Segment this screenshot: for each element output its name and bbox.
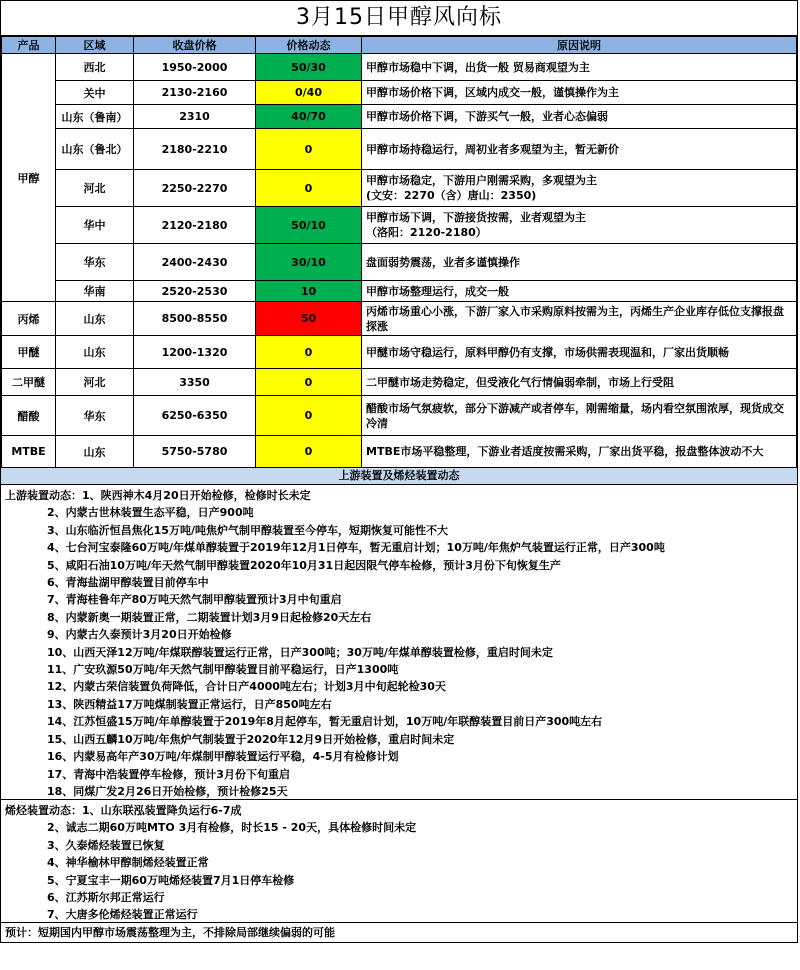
upstream-item: 10、山西天泽12万吨/年煤联醇装置运行正常，日产300吨；30万吨/年煤单醇装置检修，重启时间未定: [47, 645, 553, 659]
product-cell: MTBE: [2, 436, 56, 468]
region-cell: 山东: [56, 436, 134, 468]
upstream-item: 8、内蒙新奥一期装置正常，二期装置计划3月9日起检修20天左右: [47, 610, 372, 624]
reason-cell: [362, 81, 797, 105]
close-price-cell: 3350: [134, 369, 256, 396]
upstream-item: 7、青海桂鲁年产80万吨天然气制甲醇装置预计3月中旬重启: [47, 593, 342, 607]
price-change-cell: 0: [256, 336, 362, 369]
close-price-cell: 5750-5780: [134, 436, 256, 468]
region-cell: 西北: [56, 54, 134, 81]
product-cell: 甲醇: [2, 54, 56, 302]
region-cell: 关中: [56, 81, 134, 105]
table-row: [2, 436, 797, 468]
upstream-item: 2、内蒙古世林装置生态平稳，日产900吨: [47, 506, 254, 520]
price-change-cell: 30/10: [256, 244, 362, 281]
olefin-item: 烯烃装置动态：1、山东联泓装置降负运行6-7成: [5, 804, 242, 817]
table-row: [2, 170, 797, 207]
reason-text: 甲醚市场守稳运行，原料甲醇仍有支撑，市场供需表现温和，厂家出货顺畅: [366, 345, 729, 359]
table-row: [2, 54, 797, 81]
reason-cell: [362, 436, 797, 468]
price-table: [1, 36, 797, 468]
table-row: [2, 396, 797, 436]
price-change-cell: 0: [256, 436, 362, 468]
close-price-cell: 6250-6350: [134, 396, 256, 436]
table-row: [2, 336, 797, 369]
close-price-cell: 2120-2180: [134, 207, 256, 244]
region-cell: 河北: [56, 369, 134, 396]
reason-text: 甲醇市场稳中下调，出货一般 贸易商观望为主: [366, 60, 590, 74]
table-row: [2, 369, 797, 396]
reason-cell: [362, 105, 797, 129]
region-cell: 河北: [56, 170, 134, 207]
reason-text: 甲醇市场价格下调，区域内成交一般，谨慎操作为主: [366, 86, 619, 99]
upstream-item: 3、山东临沂恒昌焦化15万吨/吨焦炉气制甲醇装置至今停车，短期恢复可能性不大: [47, 523, 448, 537]
close-price-cell: 2310: [134, 105, 256, 129]
upstream-item: 13、陕西精益17万吨煤制装置正常运行，日产850吨左右: [47, 697, 332, 711]
upstream-item: 12、内蒙古荣信装置负荷降低，合计日产4000吨左右；计划3月中旬起轮检30天: [47, 680, 446, 694]
reason-cell: [362, 281, 797, 302]
table-row: [2, 281, 797, 302]
reason-cell: [362, 369, 797, 396]
upstream-item: 18、同煤广发2月26日开始检修，预计检修25天: [47, 784, 288, 798]
upstream-item: 6、青海盐湖甲醇装置目前停车中: [47, 576, 209, 590]
price-change-cell: 40/70: [256, 105, 362, 129]
olefin-item: 7、大唐多伦烯烃装置正常运行: [47, 908, 198, 922]
region-cell: 华中: [56, 207, 134, 244]
reason-text: 甲醇市场持稳运行，周初业者多观望为主，暂无新价: [366, 142, 619, 156]
table-row: [2, 244, 797, 281]
header-price-change: 价格动态: [256, 37, 362, 54]
reason-note: (文安：2270（含）唐山：2350): [366, 189, 537, 202]
upstream-item: 4、七台河宝泰隆60万吨/年煤单醇装置于2019年12月1日停车，暂无重启计划；10万吨/年焦炉气装置运行正常，日产300吨: [47, 541, 665, 555]
close-price-cell: 1200-1320: [134, 336, 256, 369]
reason-cell: [362, 54, 797, 81]
close-price-cell: 1950-2000: [134, 54, 256, 81]
reason-text: 丙烯市场重心小涨，下游厂家入市采购原料按需为主，丙烯生产企业库存低位支撑报盘探涨: [366, 304, 784, 333]
close-price-cell: 2130-2160: [134, 81, 256, 105]
product-cell: 甲醚: [2, 336, 56, 369]
forecast-text: 预计：短期国内甲醇市场震荡整理为主，不排除局部继续偏弱的可能: [5, 926, 335, 939]
header-reason: 原因说明: [362, 37, 797, 54]
region-cell: 华南: [56, 281, 134, 302]
price-change-cell: 0: [256, 369, 362, 396]
olefin-item: 5、宁夏宝丰一期60万吨烯烃装置7月1日停车检修: [47, 873, 295, 887]
price-change-cell: 50/30: [256, 54, 362, 81]
product-cell: 醋酸: [2, 396, 56, 436]
olefin-dynamics: [1, 800, 797, 923]
olefin-item: 2、诚志二期60万吨MTO 3月有检修，时长15 - 20天，具体检修时间未定: [47, 821, 417, 835]
page-title: 3月15日甲醇风向标: [1, 1, 797, 36]
product-cell: 二甲醚: [2, 369, 56, 396]
price-change-cell: 0: [256, 170, 362, 207]
price-change-cell: 10: [256, 281, 362, 302]
reason-cell: [362, 244, 797, 281]
reason-text: 甲醇市场稳定，下游用户刚需采购，多观望为主: [366, 174, 597, 187]
reason-text: 二甲醚市场走势稳定，但受液化气行情偏弱牵制，市场上行受阻: [366, 375, 674, 389]
reason-text: 甲醇市场整理运行，成交一般: [366, 284, 509, 298]
header-close-price: 收盘价格: [134, 37, 256, 54]
upstream-item: 17、青海中浩装置停车检修，预计3月份下旬重启: [47, 767, 290, 781]
table-row: [2, 81, 797, 105]
reason-cell: [362, 170, 797, 207]
region-cell: 山东: [56, 302, 134, 336]
upstream-item: 16、内蒙易高年产30万吨/年煤制甲醇装置运行平稳，4-5月有检修计划: [47, 750, 399, 764]
reason-cell: [362, 129, 797, 170]
upstream-item: 5、咸阳石油10万吨/年天然气制甲醇装置2020年10月31日起因限气停车检修，预计3月份下旬恢复生产: [47, 558, 561, 572]
reason-text: 甲醇市场价格下调，下游买气一般，业者心态偏弱: [366, 110, 608, 123]
close-price-cell: 8500-8550: [134, 302, 256, 336]
upstream-item: 14、江苏恒盛15万吨/年单醇装置于2019年8月起停车，暂无重启计划，10万吨/年联醇装置目前日产300吨左右: [47, 715, 603, 729]
olefin-item: 6、江苏斯尔邦正常运行: [47, 891, 165, 905]
close-price-cell: 2400-2430: [134, 244, 256, 281]
reason-cell: [362, 207, 797, 244]
price-change-cell: 0: [256, 129, 362, 170]
table-row: [2, 302, 797, 336]
close-price-cell: 2180-2210: [134, 129, 256, 170]
olefin-item: 4、神华榆林甲醇制烯烃装置正常: [47, 856, 209, 870]
upstream-section-title: 上游装置及烯烃装置动态: [1, 468, 797, 485]
reason-cell: [362, 336, 797, 369]
region-cell: 山东: [56, 336, 134, 369]
upstream-item: 上游装置动态：1、陕西神木4月20日开始检修，检修时长未定: [5, 489, 311, 502]
reason-cell: [362, 396, 797, 436]
region-cell: 山东（鲁北）: [56, 129, 134, 170]
header-product: 产品: [2, 37, 56, 54]
reason-cell: [362, 302, 797, 336]
upstream-item: 15、山西五麟10万吨/年焦炉气制装置于2020年12月9日开始检修，重启时间未定: [47, 732, 455, 746]
close-price-cell: 2250-2270: [134, 170, 256, 207]
product-cell: 丙烯: [2, 302, 56, 336]
header-region: 区域: [56, 37, 134, 54]
price-change-cell: 0: [256, 396, 362, 436]
region-cell: 华东: [56, 396, 134, 436]
table-row: [2, 105, 797, 129]
table-header-row: [2, 37, 797, 54]
price-change-cell: 50/10: [256, 207, 362, 244]
price-change-cell: 50: [256, 302, 362, 336]
region-cell: 华东: [56, 244, 134, 281]
table-row: [2, 129, 797, 170]
reason-text: 甲醇市场下调，下游接货按需，业者观望为主: [366, 211, 586, 224]
upstream-dynamics: [1, 485, 797, 800]
reason-text: 醋酸市场气氛疲软，部分下游减产或者停车，刚需缩量，场内看空氛围浓厚，现货成交冷清: [366, 401, 784, 430]
reason-text: MTBE市场平稳整理，下游业者适度按需采购，厂家出货平稳，报盘整体波动不大: [366, 445, 764, 458]
table-row: [2, 207, 797, 244]
upstream-item: 9、内蒙古久泰预计3月20日开始检修: [47, 628, 232, 642]
price-change-cell: 0/40: [256, 81, 362, 105]
reason-text: 盘面弱势震荡，业者多谨慎操作: [366, 255, 520, 269]
region-cell: 山东（鲁南）: [56, 105, 134, 129]
upstream-item: 11、广安玖源50万吨/年天然气制甲醇装置目前平稳运行，日产1300吨: [47, 663, 399, 677]
close-price-cell: 2520-2530: [134, 281, 256, 302]
olefin-item: 3、久泰烯烃装置已恢复: [47, 838, 165, 852]
reason-note: （洛阳：2120-2180）: [366, 226, 487, 239]
